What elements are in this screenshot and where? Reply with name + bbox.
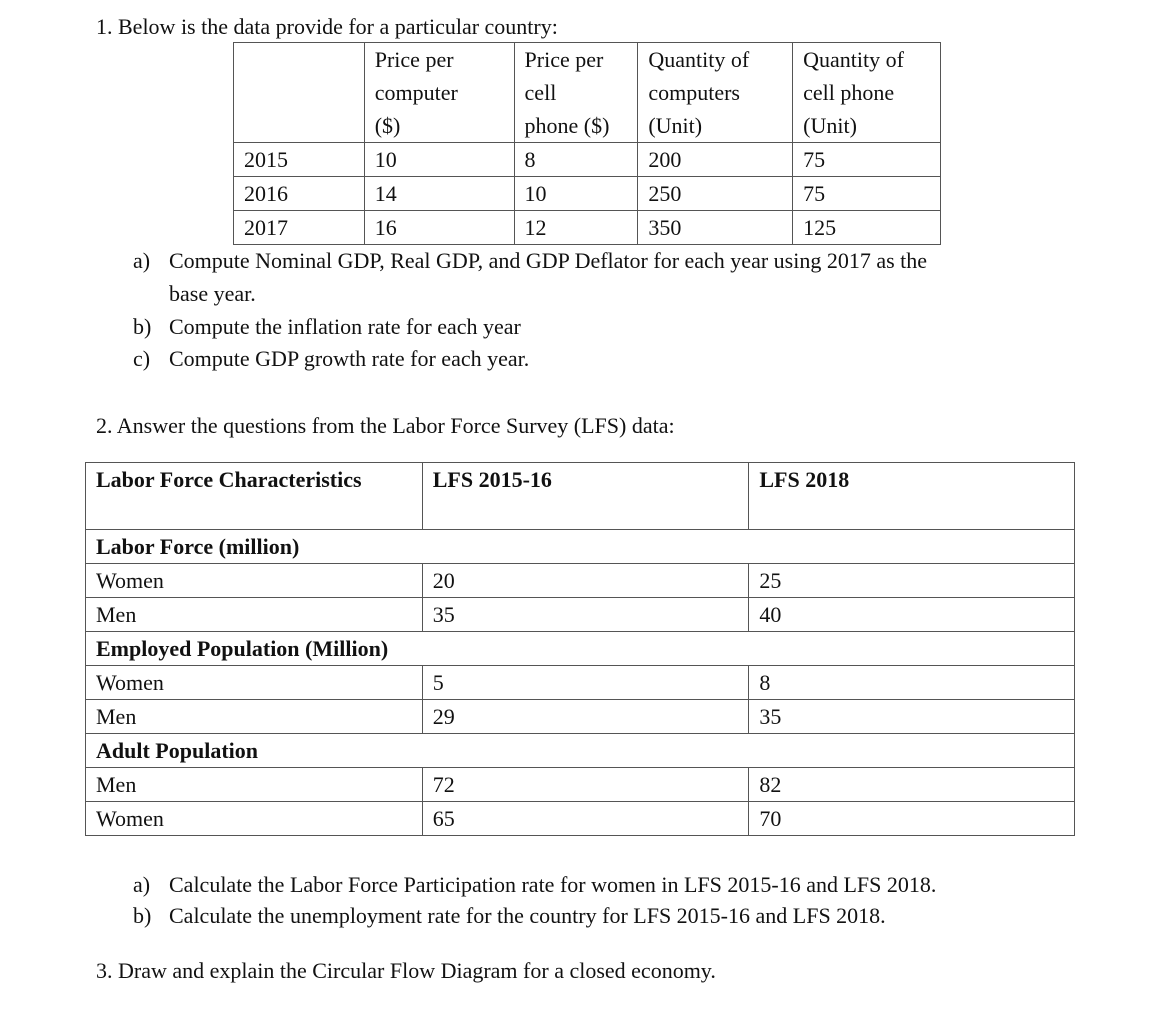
table-cell: 72 [422,768,749,802]
table-row [86,666,1075,700]
table-row [234,143,941,177]
row-label: Women [86,802,423,836]
table-cell: 10 [514,177,638,211]
section-title: Adult Population [86,734,1075,768]
table-row [234,211,941,245]
table-cell: 70 [749,802,1075,836]
q2-labor-force-table [85,462,1075,836]
table-cell: 25 [749,564,1075,598]
table-cell: 75 [793,143,941,177]
header-cell-quantity-computers: Quantity of computers (Unit) [638,43,793,143]
row-label: Men [86,598,423,632]
table-cell: 250 [638,177,793,211]
table-cell: 350 [638,211,793,245]
table-cell: 82 [749,768,1075,802]
table-cell: 10 [364,143,514,177]
list-item-text: Compute Nominal GDP, Real GDP, and GDP Deflator for each year using 2017 as the [169,248,928,273]
list-item-text: Calculate the Labor Force Participation rate for women in LFS 2015-16 and LFS 2018. [169,872,937,897]
row-label: Men [86,768,423,802]
list-item-text: Compute GDP growth rate for each year. [169,346,530,371]
list-marker: a) [133,248,151,273]
table-header-row [234,43,941,143]
row-label: Women [86,564,423,598]
table-row [86,802,1075,836]
list-marker: a) [133,872,151,897]
table-cell: 12 [514,211,638,245]
list-marker: c) [133,346,151,371]
table-row [86,598,1075,632]
section-row [86,530,1075,564]
section-title: Labor Force (million) [86,530,1075,564]
section-row [86,632,1075,666]
table-cell: 8 [749,666,1075,700]
table-cell: 35 [749,700,1075,734]
table-cell: 14 [364,177,514,211]
q3-heading: 3. Draw and explain the Circular Flow Diagram for a closed economy. [96,958,716,983]
row-label: Men [86,700,423,734]
table-cell: 29 [422,700,749,734]
header-cell-lfs-2018: LFS 2018 [749,463,1075,530]
table-cell: 40 [749,598,1075,632]
list-marker: b) [133,903,152,928]
table-cell: 16 [364,211,514,245]
year-cell: 2017 [234,211,365,245]
table-cell: 125 [793,211,941,245]
section-title: Employed Population (Million) [86,632,1075,666]
row-label: Women [86,666,423,700]
section-row [86,734,1075,768]
header-cell-price-computer: Price per computer ($) [364,43,514,143]
list-item-text: Calculate the unemployment rate for the country for LFS 2015-16 and LFS 2018. [169,903,886,928]
q1-heading: 1. Below is the data provide for a particular country: [96,14,558,39]
table-header-row [86,463,1075,530]
table-cell: 20 [422,564,749,598]
q1-price-quantity-table [233,42,941,245]
header-cell-lfs-2015-16: LFS 2015-16 [422,463,749,530]
table-cell: 75 [793,177,941,211]
table-cell: 5 [422,666,749,700]
list-marker: b) [133,314,152,339]
year-cell: 2015 [234,143,365,177]
table-row [234,177,941,211]
table-row [86,768,1075,802]
table-cell: 200 [638,143,793,177]
table-row [86,700,1075,734]
table-cell: 35 [422,598,749,632]
year-cell: 2016 [234,177,365,211]
table-cell: 8 [514,143,638,177]
header-cell-characteristics: Labor Force Characteristics [86,463,423,530]
list-item-text: base year. [169,281,256,306]
table-row [86,564,1075,598]
q2-heading: 2. Answer the questions from the Labor Force Survey (LFS) data: [96,413,675,438]
table-cell: 65 [422,802,749,836]
header-cell-price-cellphone: Price per cell phone ($) [514,43,638,143]
list-item-text: Compute the inflation rate for each year [169,314,521,339]
header-cell-empty [234,43,365,143]
header-cell-quantity-cellphone: Quantity of cell phone (Unit) [793,43,941,143]
